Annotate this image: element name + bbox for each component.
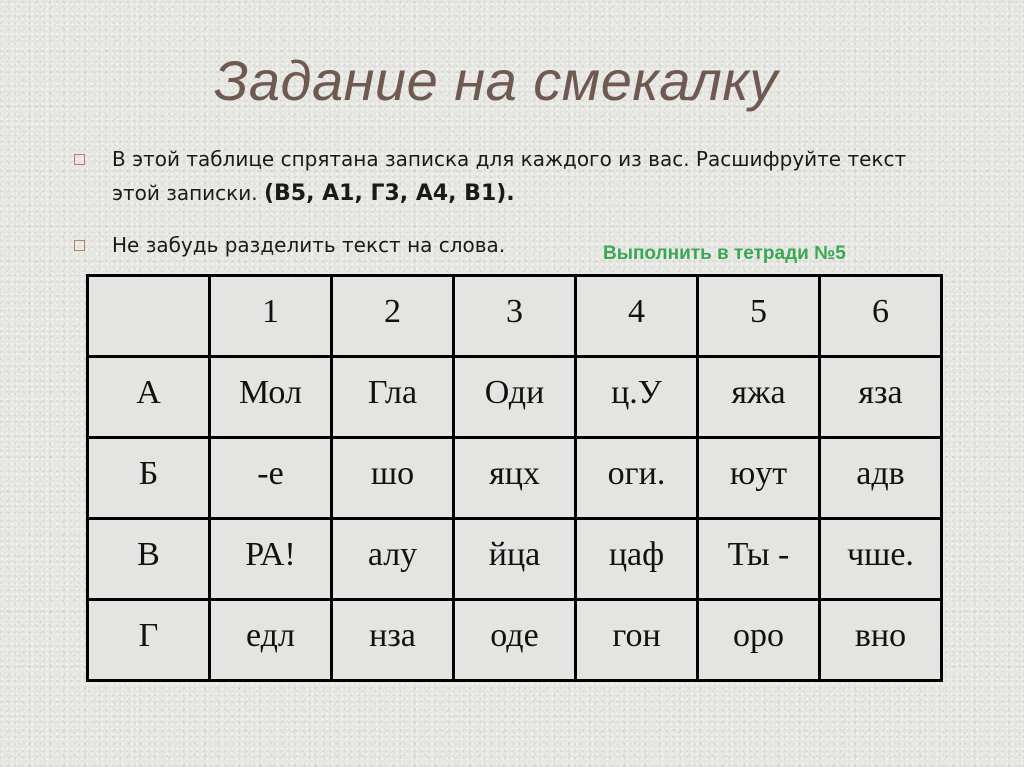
column-header: 2: [332, 276, 454, 357]
table-cell: ц.У: [576, 357, 698, 438]
column-header: 1: [210, 276, 332, 357]
table-row: [88, 357, 942, 438]
table-cell: юут: [698, 438, 820, 519]
table-cell: Оди: [454, 357, 576, 438]
row-header: Г: [88, 600, 210, 681]
cipher-table: [86, 274, 943, 682]
table-row: [88, 438, 942, 519]
column-header: 6: [820, 276, 942, 357]
table-header-row: [88, 276, 942, 357]
table-cell: -е: [210, 438, 332, 519]
table-row: [88, 600, 942, 681]
table-cell: чше.: [820, 519, 942, 600]
table-cell: оро: [698, 600, 820, 681]
hint-text: Не забудь разделить текст на слова.: [112, 233, 506, 257]
instruction-bullet: [74, 142, 944, 211]
table-cell: шо: [332, 438, 454, 519]
row-header: А: [88, 357, 210, 438]
table-cell: оде: [454, 600, 576, 681]
table-cell: Гла: [332, 357, 454, 438]
table-cell: оги.: [576, 438, 698, 519]
instruction-text: [74, 142, 944, 211]
notebook-note: Выполнить в тетради №5: [603, 243, 846, 264]
table-cell: нза: [332, 600, 454, 681]
table-cell: алу: [332, 519, 454, 600]
instruction-main-text: В этой таблице спрятана записка для каждого из вас. Расшифруйте текст этой записки.: [112, 147, 907, 205]
square-bullet-icon: [74, 154, 85, 165]
column-header: 5: [698, 276, 820, 357]
table-cell: едл: [210, 600, 332, 681]
table-cell: йца: [454, 519, 576, 600]
table-cell: яжа: [698, 357, 820, 438]
column-header: 4: [576, 276, 698, 357]
table-cell: цаф: [576, 519, 698, 600]
table-cell: Мол: [210, 357, 332, 438]
table-cell: яза: [820, 357, 942, 438]
table-cell: яцх: [454, 438, 576, 519]
table-cell: Ты -: [698, 519, 820, 600]
table-cell: РА!: [210, 519, 332, 600]
table-cell: адв: [820, 438, 942, 519]
table-cell: гон: [576, 600, 698, 681]
row-header: Б: [88, 438, 210, 519]
corner-cell: [88, 276, 210, 357]
square-bullet-icon: [74, 240, 85, 251]
row-header: В: [88, 519, 210, 600]
column-header: 3: [454, 276, 576, 357]
cipher-coordinates: (В5, А1, Г3, А4, В1).: [263, 181, 515, 206]
table-row: [88, 519, 942, 600]
table-cell: вно: [820, 600, 942, 681]
hint-bullet: [74, 228, 634, 262]
slide-title: Задание на смекалку: [214, 49, 778, 112]
